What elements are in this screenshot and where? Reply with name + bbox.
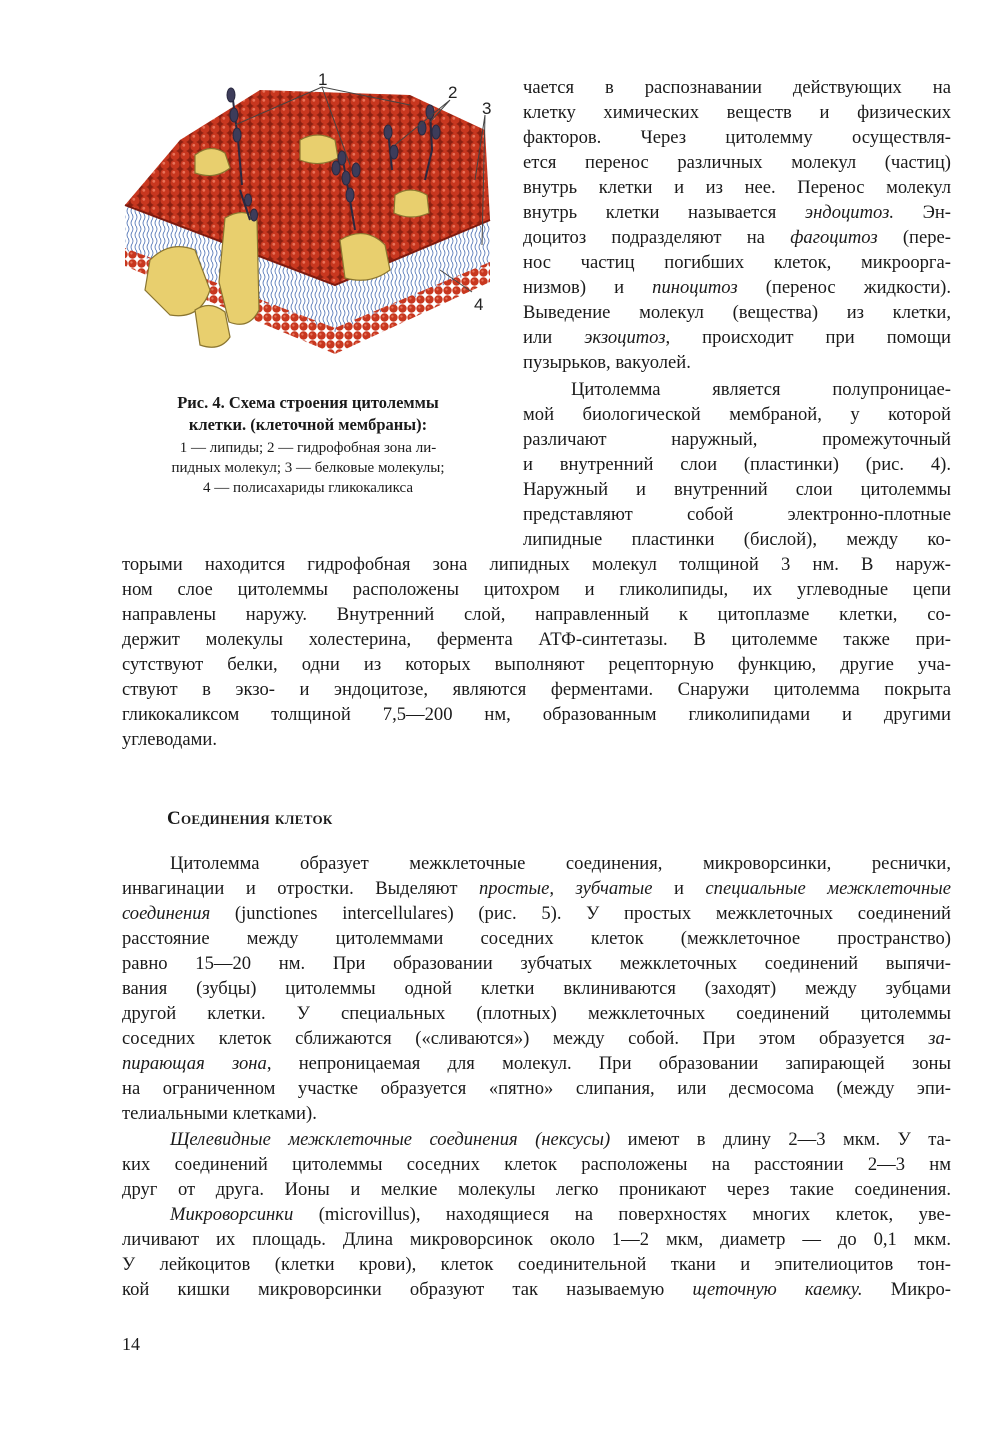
text-line: друг от друга. Ионы и мелкие молекулы легко проникают через такие соединения. [122, 1179, 951, 1200]
text-line: Микроворсинки (microvillus), находящиеся на поверхностях многих клеток, уве- [170, 1204, 951, 1225]
caption-legend-line-1: 1 — липиды; 2 — гидрофобная зона ли- [179, 440, 437, 456]
text-line: гликокаликсом толщиной 7,5—200 нм, образованным гликолипидами и другими [122, 704, 951, 725]
figure-caption [112, 392, 504, 498]
text-line: внутрь клетки называется эндоцитоз. Эн- [523, 202, 951, 223]
text-line: мой биологической мембраной, у которой [523, 404, 951, 425]
text-line: соединения (junctiones intercellulares) (рис. 5). У простых межклеточных соединений [122, 903, 951, 924]
text-line: торыми находится гидрофобная зона липидных молекул толщиной 3 нм. В наруж- [122, 554, 951, 575]
text-line: сутствуют белки, одни из которых выполняют рецепторную функцию, другие уча- [122, 654, 951, 675]
text-line: доцитоз подразделяют на фагоцитоз (пере- [523, 227, 951, 248]
text-line: пузырьков, вакуолей. [523, 352, 691, 373]
text-line: углеводами. [122, 729, 218, 750]
text-line: инвагинации и отростки. Выделяют простые, зубчатые и специальные межклеточные [122, 878, 952, 899]
text-line: ких соединений цитолеммы соседних клеток расположены на расстоянии 2—3 нм [122, 1154, 951, 1175]
text-line: равно 15—20 нм. При образовании зубчатых межклеточных соединений выпячи- [122, 953, 951, 974]
text-line: внутрь клетки и из нее. Перенос молекул [523, 177, 951, 198]
text-line: или экзоцитоз, происходит при помощи [523, 327, 951, 348]
text-line: липидные пластинки (бислой), между ко- [523, 529, 951, 550]
text-line: направлены наружу. Внутренний слой, направленный к цитоплазме клетки, со- [122, 604, 951, 625]
text-line: ном слое цитолеммы расположены цитохром и гликолипиды, их углеводные цепи [122, 579, 951, 600]
text-line: клетку химических веществ и физических [523, 102, 951, 123]
text-line: соседних клеток сближаются («сливаются») между собой. При этом образуется за- [122, 1028, 951, 1049]
text-line: Наружный и внутренний слои цитолеммы [523, 479, 951, 500]
text-line: на ограниченном участке образуется «пятно» слипания, или десмосома (между эпи- [122, 1078, 951, 1099]
text-line: У лейкоцитов (клетки крови), клеток соединительной ткани и эпителиоцитов тон- [122, 1254, 951, 1275]
text-line: расстояние между цитолеммами соседних клеток (межклеточное пространство) [122, 928, 951, 949]
text-line: чается в распознавании действующих на [523, 77, 951, 98]
membrane-figure [110, 70, 505, 390]
section-heading: Соединения клеток [167, 808, 333, 829]
figure-label-1: 1 [318, 70, 328, 89]
text-line: факторов. Через цитолемму осуществля- [523, 127, 951, 148]
text-line: Щелевидные межклеточные соединения (нексусы) имеют в длину 2—3 мкм. У та- [170, 1129, 951, 1150]
text-line: ствуют в экзо- и эндоцитозе, являются ферментами. Снаружи цитолемма покрыта [122, 679, 951, 700]
figure-label-2: 2 [448, 83, 458, 102]
text-line: личивают их площадь. Длина микроворсинок около 1—2 мкм, диаметр — до 0,1 мкм. [122, 1229, 951, 1250]
text-line: представляют собой электронно-плотные [523, 504, 951, 525]
text-line: нос частиц погибших клеток, микроорга- [523, 252, 951, 273]
membrane-illustration [110, 70, 505, 390]
caption-legend-line-2: пидных молекул; 3 — белковые молекулы; [171, 460, 445, 476]
text-line: держит молекулы холестерина, фермента АТФ-синтетазы. В цитолемме также при- [122, 629, 951, 650]
caption-legend-line-3: 4 — полисахариды гликокаликса [203, 480, 413, 496]
text-line: другой клетки. У специальных (плотных) межклеточных соединений цитолеммы [122, 1003, 951, 1024]
text-line: ется перенос различных молекул (частиц) [523, 152, 951, 173]
figure-label-4: 4 [474, 295, 484, 314]
text-line: телиальными клетками). [122, 1103, 317, 1124]
figure-label-3: 3 [482, 99, 492, 118]
caption-title-line-2: клетки. (клеточной мембраны): [188, 415, 428, 434]
caption-title-line-1: Рис. 4. Схема строения цитолеммы [177, 393, 439, 412]
text-line: различают наружный, промежуточный [523, 429, 951, 450]
text-line: Выведение молекул (вещества) из клетки, [523, 302, 951, 323]
text-line: пирающая зона, непроницаемая для молекул. При образовании запирающей зоны [122, 1053, 951, 1074]
text-line: вания (зубцы) цитолеммы одной клетки вклиниваются (заходят) между зубцами [122, 978, 951, 999]
text-line: и внутренний слои (пластинки) (рис. 4). [523, 454, 951, 475]
text-line: кой кишки микроворсинки образуют так называемую щеточную каемку. Микро- [122, 1279, 951, 1300]
text-line: Цитолемма является полупроницае- [571, 379, 951, 400]
text-line: Цитолемма образует межклеточные соединения, микроворсинки, реснички, [170, 853, 951, 874]
text-line: низмов) и пиноцитоз (перенос жидкости). [523, 277, 952, 298]
page-number: 14 [122, 1334, 140, 1354]
